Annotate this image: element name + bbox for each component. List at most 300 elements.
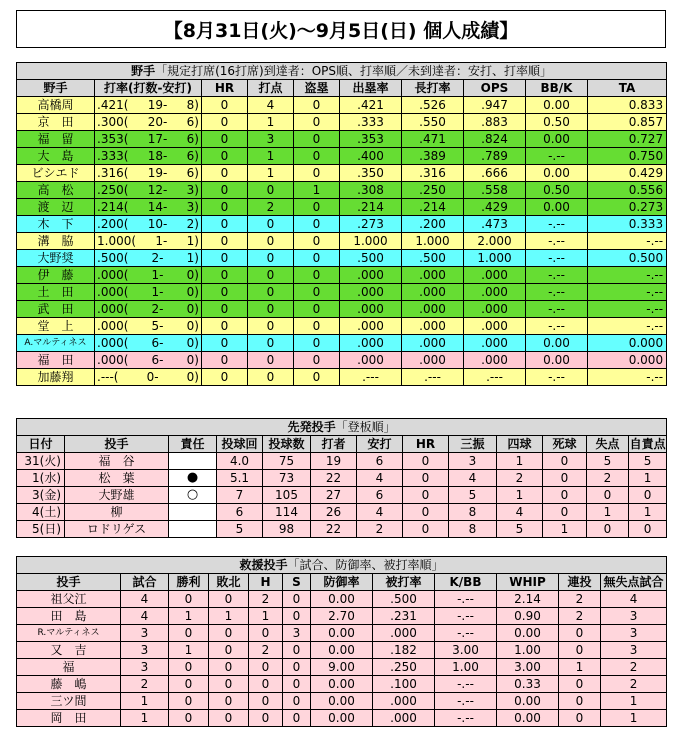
batter-ab: 10- <box>147 217 168 231</box>
reliever-g: 3 <box>121 659 169 676</box>
batters-section-title <box>17 63 667 80</box>
batter-avg-split <box>95 148 201 164</box>
batter-slg: .000 <box>402 301 464 318</box>
starter-h: 6 <box>357 487 403 504</box>
batter-slg: .389 <box>402 148 464 165</box>
batter-avg: .353( <box>97 132 129 146</box>
reliever-baa: .100 <box>373 676 435 693</box>
batter-slg: .250 <box>402 182 464 199</box>
starter-h: 4 <box>357 504 403 521</box>
batter-ops: .789 <box>464 148 526 165</box>
reliever-row <box>17 591 667 608</box>
reliever-kbb: -.-- <box>435 591 497 608</box>
reliever-scoreless: 3 <box>601 625 667 642</box>
batter-name: 高 松 <box>17 182 95 199</box>
batters-header-cell: 出塁率 <box>340 80 402 97</box>
reliever-cons: 0 <box>559 625 601 642</box>
starter-so: 3 <box>449 453 497 470</box>
batter-row <box>17 318 667 335</box>
batter-avg-cell <box>95 131 202 148</box>
starter-h: 4 <box>357 470 403 487</box>
batter-ab: 6- <box>151 336 164 350</box>
batter-hr: 0 <box>202 318 248 335</box>
reliever-era: 9.00 <box>311 659 373 676</box>
reliever-baa: .250 <box>373 659 435 676</box>
batter-hr: 0 <box>202 352 248 369</box>
batter-sb: 0 <box>294 216 340 233</box>
starter-bb: 5 <box>497 521 543 538</box>
batter-name: 土 田 <box>17 284 95 301</box>
relievers-header-cell: H <box>249 574 283 591</box>
batter-avg-cell <box>95 182 202 199</box>
batter-slg: .000 <box>402 318 464 335</box>
batter-avg: 1.000( <box>97 234 137 248</box>
batters-header-cell: 長打率 <box>402 80 464 97</box>
batter-row <box>17 199 667 216</box>
starter-r: 5 <box>587 453 629 470</box>
starters-header-cell: 三振 <box>449 436 497 453</box>
batter-hr: 0 <box>202 131 248 148</box>
batter-ops: .429 <box>464 199 526 216</box>
batter-obp: .000 <box>340 284 402 301</box>
batter-ops: .473 <box>464 216 526 233</box>
batter-h: 1) <box>186 251 199 265</box>
starters-header-cell: 投手 <box>65 436 169 453</box>
batter-avg: .300( <box>97 115 129 129</box>
batter-obp: .214 <box>340 199 402 216</box>
batter-avg: .250( <box>97 183 129 197</box>
batter-avg-cell <box>95 148 202 165</box>
batter-rbi: 0 <box>248 369 294 386</box>
batters-header-cell: HR <box>202 80 248 97</box>
batter-hr: 0 <box>202 284 248 301</box>
batter-row <box>17 148 667 165</box>
relievers-table <box>16 556 667 727</box>
starter-hr: 0 <box>403 504 449 521</box>
batter-obp: .000 <box>340 267 402 284</box>
starter-hbp: 0 <box>543 487 587 504</box>
reliever-hld: 1 <box>249 608 283 625</box>
starter-dec <box>169 453 217 470</box>
starter-er: 0 <box>629 521 667 538</box>
batter-ta: 0.333 <box>588 216 667 233</box>
starter-bb: 4 <box>497 504 543 521</box>
reliever-cons: 2 <box>559 608 601 625</box>
batter-bbk: -.-- <box>526 233 588 250</box>
reliever-g: 2 <box>121 676 169 693</box>
batter-obp: .000 <box>340 335 402 352</box>
relievers-header-row <box>17 574 667 591</box>
batters-header-cell: BB/K <box>526 80 588 97</box>
batter-sb: 1 <box>294 182 340 199</box>
batter-avg-split <box>95 369 201 385</box>
reliever-whip: 2.14 <box>497 591 559 608</box>
starter-date: 3(金) <box>17 487 65 504</box>
reliever-kbb: -.-- <box>435 693 497 710</box>
batter-name: 京 田 <box>17 114 95 131</box>
reliever-kbb: -.-- <box>435 625 497 642</box>
batter-ab: 6- <box>151 353 164 367</box>
batter-rbi: 0 <box>248 301 294 318</box>
batter-avg: .000( <box>97 353 129 367</box>
batter-avg-cell <box>95 114 202 131</box>
batter-rbi: 0 <box>248 318 294 335</box>
reliever-scoreless: 4 <box>601 591 667 608</box>
batter-ab: 1- <box>155 234 168 248</box>
starter-hbp: 1 <box>543 521 587 538</box>
batter-bbk: -.-- <box>526 301 588 318</box>
batter-obp: .353 <box>340 131 402 148</box>
reliever-l: 0 <box>209 659 249 676</box>
batter-ops: .947 <box>464 97 526 114</box>
starter-bb: 2 <box>497 470 543 487</box>
reliever-scoreless: 3 <box>601 642 667 659</box>
reliever-era: 2.70 <box>311 608 373 625</box>
batter-h: 3) <box>186 200 199 214</box>
batter-ops: .000 <box>464 301 526 318</box>
batter-h: 0) <box>186 268 199 282</box>
batter-slg: .000 <box>402 284 464 301</box>
batter-ta: 0.857 <box>588 114 667 131</box>
reliever-row <box>17 625 667 642</box>
batter-ops: .000 <box>464 318 526 335</box>
starter-bf: 19 <box>311 453 357 470</box>
batter-hr: 0 <box>202 335 248 352</box>
reliever-whip: 0.90 <box>497 608 559 625</box>
batter-avg-split <box>95 165 201 181</box>
reliever-scoreless: 2 <box>601 659 667 676</box>
batter-sb: 0 <box>294 318 340 335</box>
batter-name: ビシエド <box>17 165 95 182</box>
batter-ab: 20- <box>147 115 168 129</box>
reliever-w: 0 <box>169 710 209 727</box>
batter-slg: .000 <box>402 267 464 284</box>
reliever-hld: 2 <box>249 642 283 659</box>
reliever-scoreless: 3 <box>601 608 667 625</box>
batter-hr: 0 <box>202 301 248 318</box>
page-title: 【8月31日(火)〜9月5日(日) 個人成績】 <box>16 10 666 48</box>
batter-ab: 2- <box>151 302 164 316</box>
starter-bf: 27 <box>311 487 357 504</box>
batter-rbi: 1 <box>248 114 294 131</box>
starter-np: 105 <box>263 487 311 504</box>
batter-hr: 0 <box>202 250 248 267</box>
batter-h: 6) <box>186 115 199 129</box>
starter-er: 1 <box>629 470 667 487</box>
batter-sb: 0 <box>294 369 340 386</box>
starters-header-cell: 失点 <box>587 436 629 453</box>
reliever-w: 1 <box>169 608 209 625</box>
reliever-row <box>17 659 667 676</box>
batter-ta: -.-- <box>588 301 667 318</box>
batter-h: 8) <box>186 98 199 112</box>
reliever-sv: 0 <box>283 608 311 625</box>
batters-header-cell: 打点 <box>248 80 294 97</box>
reliever-hld: 0 <box>249 676 283 693</box>
reliever-hld: 0 <box>249 659 283 676</box>
batter-sb: 0 <box>294 199 340 216</box>
batter-ops: .--- <box>464 369 526 386</box>
reliever-g: 4 <box>121 591 169 608</box>
batter-ab: 2- <box>151 251 164 265</box>
batter-bbk: -.-- <box>526 267 588 284</box>
batter-bbk: 0.00 <box>526 352 588 369</box>
batters-header-row <box>17 80 667 97</box>
batter-ta: 0.833 <box>588 97 667 114</box>
starter-ip: 5.1 <box>217 470 263 487</box>
reliever-scoreless: 1 <box>601 710 667 727</box>
relievers-header-cell: 連投 <box>559 574 601 591</box>
starter-bb: 1 <box>497 487 543 504</box>
batter-slg: .000 <box>402 352 464 369</box>
starter-name: 大野雄 <box>65 487 169 504</box>
reliever-l: 0 <box>209 591 249 608</box>
batter-sb: 0 <box>294 267 340 284</box>
batter-bbk: -.-- <box>526 216 588 233</box>
starter-bf: 22 <box>311 470 357 487</box>
starters-header-cell: 投球数 <box>263 436 311 453</box>
reliever-hld: 0 <box>249 693 283 710</box>
batter-ab: 5- <box>151 319 164 333</box>
batters-header-cell: TA <box>588 80 667 97</box>
batter-hr: 0 <box>202 97 248 114</box>
batter-name: A.マルティネス <box>17 335 95 352</box>
reliever-w: 0 <box>169 591 209 608</box>
starter-ip: 5 <box>217 521 263 538</box>
batter-rbi: 1 <box>248 148 294 165</box>
batter-rbi: 3 <box>248 131 294 148</box>
batter-bbk: 0.50 <box>526 182 588 199</box>
starters-header-cell: 安打 <box>357 436 403 453</box>
reliever-l: 0 <box>209 642 249 659</box>
batter-ops: .000 <box>464 335 526 352</box>
starters-header-cell: 投球回 <box>217 436 263 453</box>
batter-avg-split <box>95 182 201 198</box>
batter-ta: 0.273 <box>588 199 667 216</box>
batter-avg-split <box>95 97 201 113</box>
starters-section-note: 「登板順」 <box>335 420 396 434</box>
reliever-cons: 0 <box>559 710 601 727</box>
batter-name: 武 田 <box>17 301 95 318</box>
batter-avg-cell <box>95 335 202 352</box>
batter-name: 加藤翔 <box>17 369 95 386</box>
batter-ab: 19- <box>147 166 168 180</box>
batter-avg-cell <box>95 97 202 114</box>
batter-slg: .471 <box>402 131 464 148</box>
starters-header-row <box>17 436 667 453</box>
starters-body <box>17 453 667 538</box>
starter-er: 1 <box>629 504 667 521</box>
batter-avg-split <box>95 301 201 317</box>
batter-ab: 14- <box>147 200 168 214</box>
starter-ip: 6 <box>217 504 263 521</box>
reliever-w: 0 <box>169 693 209 710</box>
starter-name: 柳 <box>65 504 169 521</box>
batter-avg-cell <box>95 318 202 335</box>
reliever-row <box>17 693 667 710</box>
batter-obp: .000 <box>340 301 402 318</box>
batter-sb: 0 <box>294 301 340 318</box>
batter-name: 渡 辺 <box>17 199 95 216</box>
batter-avg: .316( <box>97 166 129 180</box>
batter-avg: .214( <box>97 200 129 214</box>
batter-rbi: 0 <box>248 335 294 352</box>
reliever-w: 1 <box>169 642 209 659</box>
batter-sb: 0 <box>294 165 340 182</box>
batter-avg-cell <box>95 233 202 250</box>
batter-h: 2) <box>186 217 199 231</box>
batter-avg-cell <box>95 199 202 216</box>
relievers-section-label: 救援投手 <box>239 558 288 572</box>
batter-rbi: 0 <box>248 284 294 301</box>
batter-slg: .316 <box>402 165 464 182</box>
batter-h: 6) <box>186 132 199 146</box>
reliever-baa: .500 <box>373 591 435 608</box>
batter-row <box>17 352 667 369</box>
reliever-baa: .000 <box>373 693 435 710</box>
batter-ta: 0.000 <box>588 352 667 369</box>
batter-row <box>17 369 667 386</box>
reliever-whip: 0.33 <box>497 676 559 693</box>
starter-row <box>17 504 667 521</box>
batter-slg: .214 <box>402 199 464 216</box>
batter-hr: 0 <box>202 182 248 199</box>
reliever-era: 0.00 <box>311 710 373 727</box>
reliever-era: 0.00 <box>311 625 373 642</box>
batter-avg-split <box>95 216 201 232</box>
batter-name: 伊 藤 <box>17 267 95 284</box>
batter-obp: .500 <box>340 250 402 267</box>
batter-avg: .000( <box>97 268 129 282</box>
batter-avg-split <box>95 318 201 334</box>
relievers-header-cell: 被打率 <box>373 574 435 591</box>
batter-sb: 0 <box>294 352 340 369</box>
starter-so: 8 <box>449 504 497 521</box>
batter-hr: 0 <box>202 267 248 284</box>
batter-bbk: 0.00 <box>526 131 588 148</box>
reliever-g: 4 <box>121 608 169 625</box>
reliever-name: 又 吉 <box>17 642 121 659</box>
reliever-w: 0 <box>169 625 209 642</box>
batters-header-cell: OPS <box>464 80 526 97</box>
batter-bbk: -.-- <box>526 148 588 165</box>
batter-ab: 12- <box>147 183 168 197</box>
reliever-whip: 1.00 <box>497 642 559 659</box>
reliever-era: 0.00 <box>311 693 373 710</box>
starter-so: 5 <box>449 487 497 504</box>
starter-bb: 1 <box>497 453 543 470</box>
batter-avg-split <box>95 267 201 283</box>
batter-name: 福 留 <box>17 131 95 148</box>
starter-er: 5 <box>629 453 667 470</box>
batter-name: 大 島 <box>17 148 95 165</box>
batter-avg-split <box>95 284 201 300</box>
relievers-header-cell: S <box>283 574 311 591</box>
batter-hr: 0 <box>202 216 248 233</box>
starter-hr: 0 <box>403 470 449 487</box>
batter-avg: .---( <box>97 370 119 384</box>
batter-name: 堂 上 <box>17 318 95 335</box>
batter-rbi: 4 <box>248 97 294 114</box>
reliever-name: 福 <box>17 659 121 676</box>
starter-row <box>17 521 667 538</box>
reliever-g: 3 <box>121 625 169 642</box>
batter-obp: .421 <box>340 97 402 114</box>
starters-table <box>16 418 667 538</box>
starter-date: 5(日) <box>17 521 65 538</box>
batter-sb: 0 <box>294 131 340 148</box>
batter-row <box>17 335 667 352</box>
batter-name: 高橋周 <box>17 97 95 114</box>
batter-ops: .000 <box>464 352 526 369</box>
starter-r: 2 <box>587 470 629 487</box>
batter-row <box>17 97 667 114</box>
reliever-era: 0.00 <box>311 591 373 608</box>
reliever-baa: .231 <box>373 608 435 625</box>
relievers-header-cell: 敗北 <box>209 574 249 591</box>
batter-sb: 0 <box>294 97 340 114</box>
batter-avg: .000( <box>97 336 129 350</box>
batter-avg: .200( <box>97 217 129 231</box>
reliever-l: 0 <box>209 625 249 642</box>
starters-header-cell: 責任 <box>169 436 217 453</box>
batter-avg-cell <box>95 352 202 369</box>
batters-body <box>17 97 667 386</box>
starter-hbp: 0 <box>543 453 587 470</box>
reliever-scoreless: 1 <box>601 693 667 710</box>
batter-obp: .273 <box>340 216 402 233</box>
batter-slg: .000 <box>402 335 464 352</box>
reliever-era: 0.00 <box>311 642 373 659</box>
starter-ip: 7 <box>217 487 263 504</box>
batter-avg-cell <box>95 267 202 284</box>
reliever-row <box>17 710 667 727</box>
reliever-cons: 0 <box>559 693 601 710</box>
starter-bf: 26 <box>311 504 357 521</box>
reliever-whip: 0.00 <box>497 625 559 642</box>
batter-hr: 0 <box>202 165 248 182</box>
reliever-sv: 0 <box>283 676 311 693</box>
batters-header-cell: 打率(打数-安打) <box>95 80 202 97</box>
reliever-kbb: 3.00 <box>435 642 497 659</box>
reliever-cons: 1 <box>559 659 601 676</box>
batter-sb: 0 <box>294 284 340 301</box>
batter-obp: .--- <box>340 369 402 386</box>
batter-ab: 1- <box>151 285 164 299</box>
starter-row <box>17 487 667 504</box>
starter-bf: 22 <box>311 521 357 538</box>
batter-avg: .000( <box>97 302 129 316</box>
starter-date: 1(水) <box>17 470 65 487</box>
batter-ops: .000 <box>464 267 526 284</box>
batter-avg-split <box>95 131 201 147</box>
batter-ab: 17- <box>147 132 168 146</box>
batter-sb: 0 <box>294 335 340 352</box>
reliever-name: 三ツ間 <box>17 693 121 710</box>
starter-np: 114 <box>263 504 311 521</box>
batter-obp: 1.000 <box>340 233 402 250</box>
reliever-kbb: 1.00 <box>435 659 497 676</box>
batter-h: 6) <box>186 149 199 163</box>
batter-ab: 19- <box>147 98 168 112</box>
batter-avg-split <box>95 352 201 368</box>
batter-rbi: 0 <box>248 182 294 199</box>
batter-slg: .500 <box>402 250 464 267</box>
reliever-row <box>17 642 667 659</box>
batter-row <box>17 267 667 284</box>
batter-avg-cell <box>95 165 202 182</box>
batter-name: 福 田 <box>17 352 95 369</box>
